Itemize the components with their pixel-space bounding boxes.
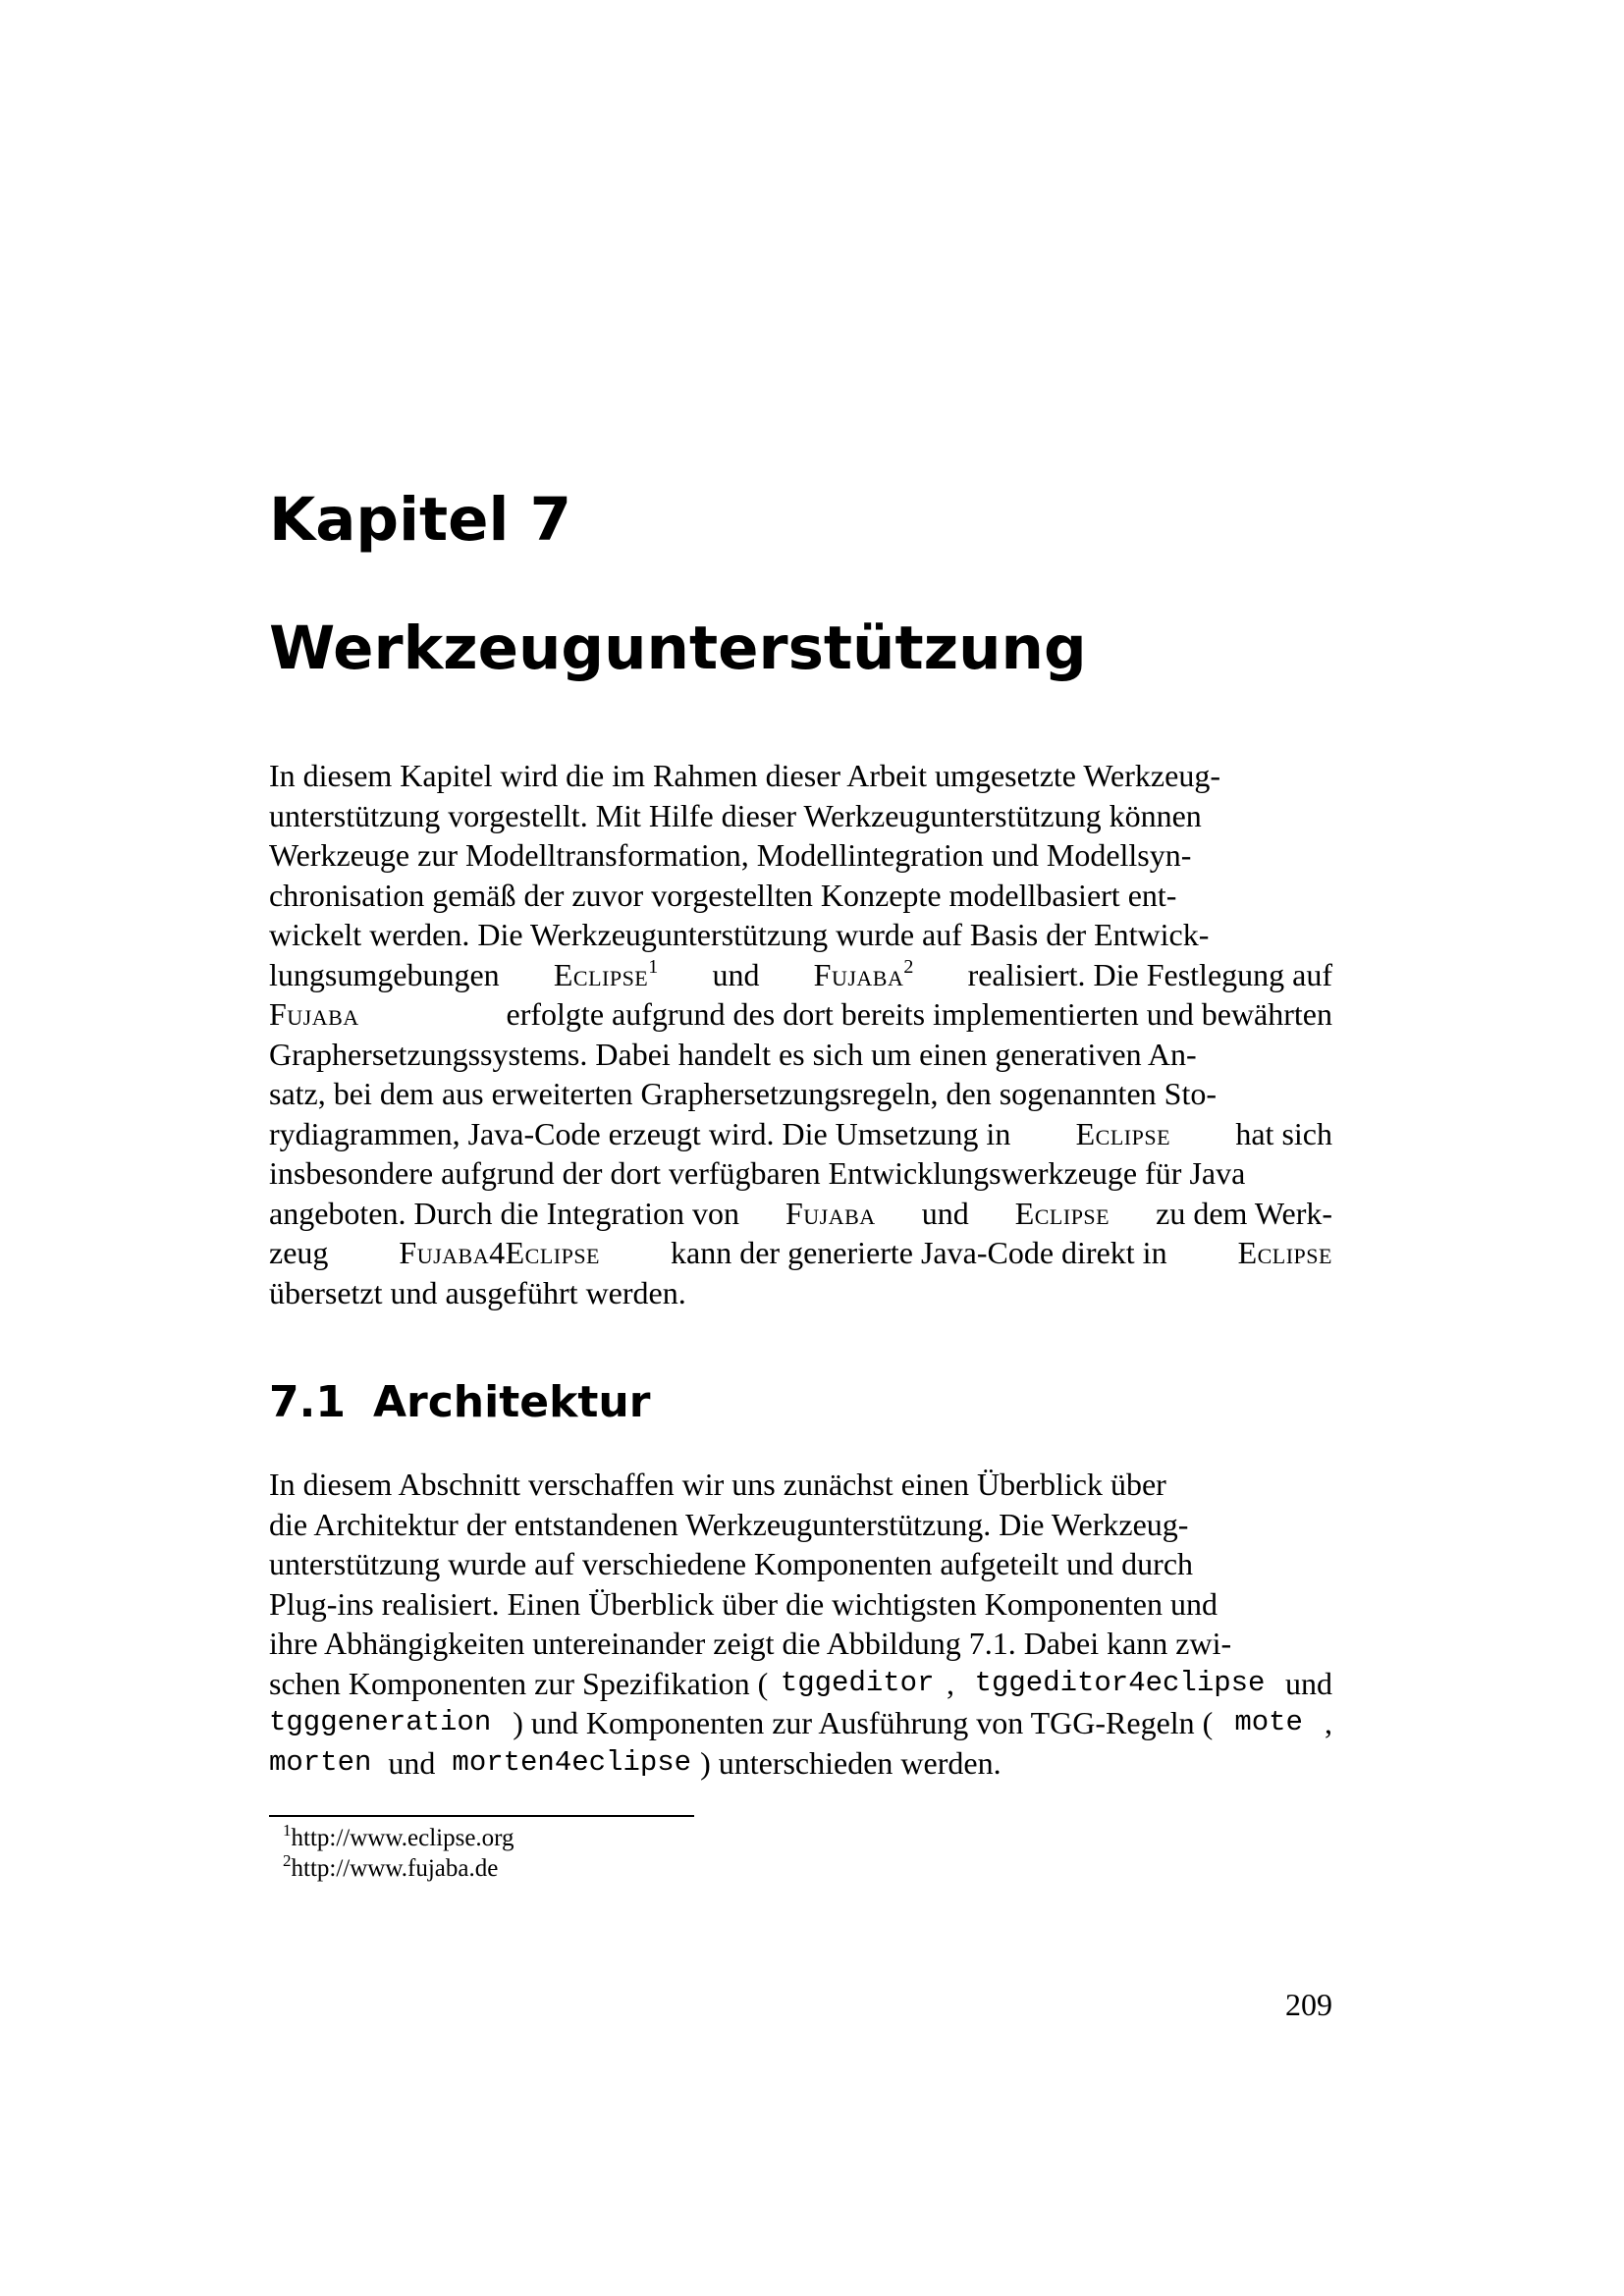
paragraph-line: Graphersetzungssystems. Dabei handelt es sich um einen generativen An-	[269, 1036, 1197, 1072]
paragraph-line: Plug-ins realisiert. Einen Überblick über die wichtigsten Komponenten und	[269, 1585, 1218, 1622]
paragraph-line: satz, bei dem aus erweiterten Graphersetzungsregeln, den sogenannten Sto-	[269, 1076, 1217, 1111]
paragraph-line: In diesem Kapitel wird die im Rahmen dieser Arbeit umgesetzte Werkzeug-	[269, 758, 1220, 793]
tool-name: Eclipse	[1237, 1235, 1332, 1270]
paragraph-line: tgggeneration ) und Komponenten zur Ausführung von TGG-Regeln ( mote ,	[269, 1703, 1332, 1743]
footnote-mark: 1	[648, 955, 659, 978]
tool-name: Eclipse	[1075, 1115, 1171, 1151]
component-name: morten4eclipse	[452, 1745, 692, 1779]
page-number: 209	[1285, 1987, 1332, 2022]
paragraph-line: Werkzeuge zur Modelltransformation, Modellintegration und Modellsyn-	[269, 837, 1192, 873]
paragraph-line: unterstützung wurde auf verschiedene Komponenten aufgeteilt und durch	[269, 1546, 1194, 1581]
footnote-link: http://www.eclipse.org	[291, 1825, 514, 1851]
chapter-title: Werkzeugunterstützung	[269, 614, 1087, 683]
paragraph-line: ihre Abhängigkeiten untereinander zeigt die Abbildung 7.1. Dabei kann zwi-	[269, 1626, 1232, 1661]
paragraph-line: unterstützung vorgestellt. Mit Hilfe dieser Werkzeugunterstützung können	[269, 797, 1202, 833]
paragraph-line: schen Komponenten zur Spezifikation ( tggeditor , tggeditor4eclipse und	[269, 1664, 1332, 1704]
component-name: mote	[1234, 1706, 1303, 1738]
tool-name: Eclipse	[1014, 1195, 1110, 1231]
footnote: $^1$http://www.eclipse.org	[283, 1821, 514, 1851]
paragraph-line: die Architektur der entstandenen Werkzeugunterstützung. Die Werkzeug-	[269, 1506, 1189, 1542]
section-heading	[269, 1379, 650, 1426]
component-name: tgggeneration	[269, 1706, 492, 1738]
intro-paragraph	[269, 756, 1332, 1312]
paragraph-line: wickelt werden. Die Werkzeugunterstützung wurde auf Basis der Entwick-	[269, 917, 1210, 952]
paragraph-line: insbesondere aufgrund der dort verfügbaren Entwicklungswerkzeuge für Java	[269, 1155, 1246, 1191]
footnote-mark: 2	[903, 955, 914, 978]
tool-name: Fujaba4Eclipse	[399, 1235, 600, 1270]
paragraph-line: chronisation gemäß der zuvor vorgestellten Konzepte modellbasiert ent-	[269, 877, 1177, 913]
component-name: tggeditor4eclipse	[974, 1666, 1266, 1699]
footnote: $^2$http://www.fujaba.de	[283, 1851, 499, 1882]
tool-name: Fujaba	[785, 1195, 876, 1231]
paragraph-line: übersetzt und ausgeführt werden.	[269, 1274, 686, 1310]
chapter-label: Kapitel 7	[269, 485, 572, 555]
paragraph-line: rydiagrammen, Java-Code erzeugt wird. Die Umsetzung in Eclipse hat sich	[269, 1114, 1332, 1154]
paragraph-line: zeug Fujaba4Eclipse kann der generierte Java-Code direkt in Eclipse	[269, 1233, 1332, 1273]
tool-name: Fujaba	[813, 956, 904, 992]
architecture-paragraph	[269, 1465, 1332, 1783]
section-number: 7.1	[269, 1377, 346, 1427]
paragraph-line: morten und morten4eclipse ) unterschieden werden.	[269, 1743, 1332, 1784]
paragraph-line: In diesem Abschnitt verschaffen wir uns zunächst einen Überblick über	[269, 1467, 1166, 1502]
paragraph-line: angeboten. Durch die Integration von Fujaba und Eclipse zu dem Werk-	[269, 1194, 1332, 1234]
component-name: morten	[269, 1745, 372, 1779]
paragraph-line: Fujaba erfolgte aufgrund des dort bereits implementierten und bewährten	[269, 994, 1332, 1035]
footnote-link: http://www.fujaba.de	[291, 1855, 499, 1882]
section-title: Architektur	[372, 1377, 651, 1427]
tool-name: Fujaba	[269, 996, 359, 1032]
component-name: tggeditor	[780, 1666, 935, 1699]
paragraph-line: lungsumgebungen Eclipse$^1$ und Fujaba$^2$ realisiert. Die Festlegung auf	[269, 955, 1332, 992]
footnotes	[283, 1823, 514, 1884]
tool-name: Eclipse	[553, 956, 649, 992]
footnote-rule	[269, 1815, 694, 1817]
